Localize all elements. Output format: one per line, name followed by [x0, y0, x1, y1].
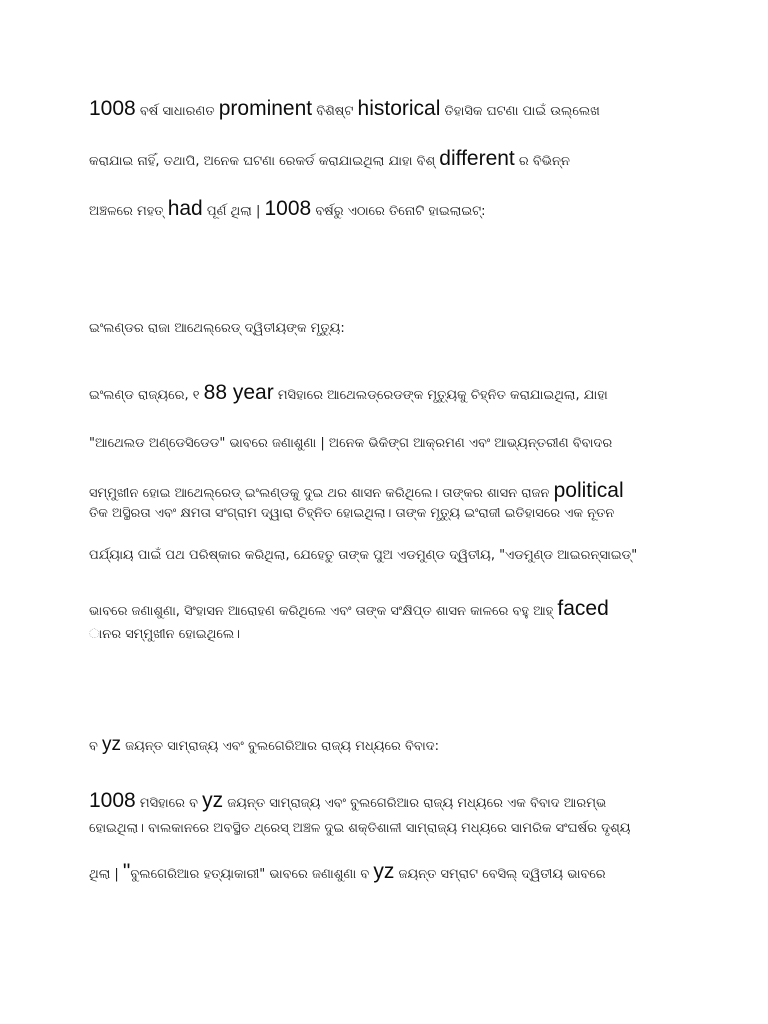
paragraph-1-line-2	[89, 146, 689, 175]
latin-word: historical	[357, 97, 441, 120]
odia-text: ପର୍ଯ୍ୟାୟ ପାଇଁ ପଥ ପରିଷ୍କାର କରିଥିଲା, ଯେହେତୁ ତାଙ୍କ ପୁଅ ଏଡମୁଣ୍ଡ ଦ୍ୱିତୀୟ, "ଏଡମୁଣ୍ଡ ଆଇରନ୍ସାଇଡ୍"	[89, 548, 638, 563]
latin-word: yz	[202, 789, 224, 812]
paragraph-2-line-6	[89, 596, 689, 625]
latin-word: had	[167, 197, 203, 220]
paragraph-1-line-1	[89, 96, 689, 125]
odia-text: ଜୟନ୍ତ ସାମ୍ରାଜ୍ୟ ଏବଂ ବୁଲଗେରିଆର ରାଜ୍ୟ ମଧ୍ୟରେ ଏକ ବିବାଦ ଆରମ୍ଭ	[223, 796, 607, 811]
paragraph-3-line-2	[89, 816, 689, 842]
section-heading-athelred	[89, 316, 689, 342]
odia-text: ବର୍ଷ ସାଧାରଣତ	[135, 104, 219, 119]
odia-text: ବୁଲଗେରିଆର ହତ୍ୟାକାରୀ" ଭାବରେ ଜଣାଶୁଣା ବ	[130, 867, 374, 882]
latin-word: 1008	[89, 789, 136, 812]
section-heading-byzantine	[89, 732, 689, 760]
paragraph-2-line-1	[89, 380, 689, 409]
latin-word: yz	[373, 860, 395, 883]
latin-word: faced	[557, 597, 609, 620]
latin-quote: "	[122, 860, 131, 883]
latin-word: prominent	[218, 97, 313, 120]
latin-word: 88 year	[203, 381, 274, 404]
odia-text: ର ବିଭିନ୍ନ	[514, 154, 570, 169]
odia-text: ଅଞ୍ଚଳରେ ମହତ୍	[89, 204, 168, 219]
paragraph-1-line-3	[89, 196, 689, 225]
paragraph-3-line-3	[89, 859, 689, 888]
odia-text: ହୋଇଥିଲା। ବାଲକାନରେ ଅବସ୍ଥିତ ଥ୍ରେସ୍ ଅଞ୍ଚଳ ଦୁଇ ଶକ୍ତିଶାଳୀ ସାମ୍ରାଜ୍ୟ ମଧ୍ୟରେ ସାମରିକ ସଂଘର୍ଷର ଦୃଶ୍ୟ	[89, 821, 631, 836]
odia-text: ମସିହାରେ ବ	[135, 796, 203, 811]
odia-text: ଥିଲା |	[89, 867, 123, 882]
latin-word: political	[553, 479, 624, 502]
paragraph-2-line-4	[89, 501, 689, 527]
latin-word: yz	[102, 734, 121, 755]
odia-text: ବ	[89, 739, 102, 754]
odia-text: ସମ୍ମୁଖୀନ ହୋଇ ଆଥେଲ୍ରେଡ୍ ଇଂଲଣ୍ଡକୁ ଦୁଇ ଥର ଶାସନ କରିଥିଲେ। ତାଙ୍କର ଶାସନ ରାଜନ	[89, 486, 554, 501]
odia-text: ବର୍ଷରୁ ଏଠାରେ ତିନୋଟି ହାଇଲାଇଟ୍:	[311, 204, 486, 219]
odia-text: ପୂର୍ଣ ଥିଲା |	[202, 204, 265, 219]
latin-word: 1008	[89, 97, 136, 120]
odia-text: ତିହାସିକ ଘଟଣା ପାଇଁ ଉଲ୍ଲେଖ	[440, 104, 600, 119]
paragraph-2-line-5	[89, 543, 689, 569]
latin-word: 1008	[264, 197, 312, 220]
odia-text: ଇଂଲଣ୍ଡର ରାଜା ଆଥେଲ୍ରେଡ୍ ଦ୍ୱିତୀୟଙ୍କ ମୃତ୍ୟୁ:	[89, 321, 345, 336]
odia-text: "ଆଥେଲଡ ଅଣ୍ଡେସିଡେଡ" ଭାବରେ ଜଣାଶୁଣା | ଅନେକ ଭିକିଙ୍ଗ ଆକ୍ରମଣ ଏବଂ ଆଭ୍ୟନ୍ତରୀଣ ବିବାଦର	[89, 436, 613, 451]
odia-text: ବିଶିଷ୍ଟ	[312, 104, 358, 119]
odia-text: ଇଂଲଣ୍ଡ ରାଜ୍ୟରେ, ୧	[89, 388, 204, 403]
paragraph-2-line-2	[89, 431, 689, 457]
paragraph-2-line-7	[89, 622, 689, 648]
odia-text: ଜୟନ୍ତ ସାମ୍ରାଜ୍ୟ ଏବଂ ବୁଲଗେରିଆର ରାଜ୍ୟ ମଧ୍ୟରେ ବିବାଦ:	[121, 739, 440, 754]
odia-text: ତିକ ଅସ୍ଥିରତା ଏବଂ କ୍ଷମତା ସଂଗ୍ରାମ ଦ୍ୱାରା ଚିହ୍ନିତ ହୋଇଥିଲା। ତାଙ୍କ ମୃତ୍ୟୁ ଇଂରାଜୀ ଇତିହାସରେ ଏକ ନୂତନ	[89, 506, 615, 521]
odia-text: ମସିହାରେ ଆଥେଲଡ୍ରେଡଙ୍କ ମୃତ୍ୟୁକୁ ଚିହ୍ନିତ କରାଯାଇଥିଲା, ଯାହା	[273, 388, 608, 403]
paragraph-3-line-1	[89, 788, 689, 817]
odia-text: ଭାବରେ ଜଣାଶୁଣା, ସିଂହାସନ ଆରୋହଣ କରିଥିଲେ ଏବଂ ତାଙ୍କ ସଂକ୍ଷିପ୍ତ ଶାସନ କାଳରେ ବହୁ ଆହ୍	[89, 604, 558, 619]
odia-text: ଜୟନ୍ତ ସମ୍ରାଟ ବେସିଲ୍ ଦ୍ୱିତୀୟ ଭାବରେ	[394, 867, 606, 882]
odia-text: କରାଯାଇ ନାହିଁ, ତଥାପି, ଅନେକ ଘଟଣା ରେକର୍ଡ କରାଯାଇଥିଲା ଯାହା ବିଶ୍	[89, 154, 440, 169]
odia-text: ାନର ସମ୍ମୁଖୀନ ହୋଇଥିଲେ।	[89, 627, 241, 642]
latin-word: different	[439, 147, 515, 170]
